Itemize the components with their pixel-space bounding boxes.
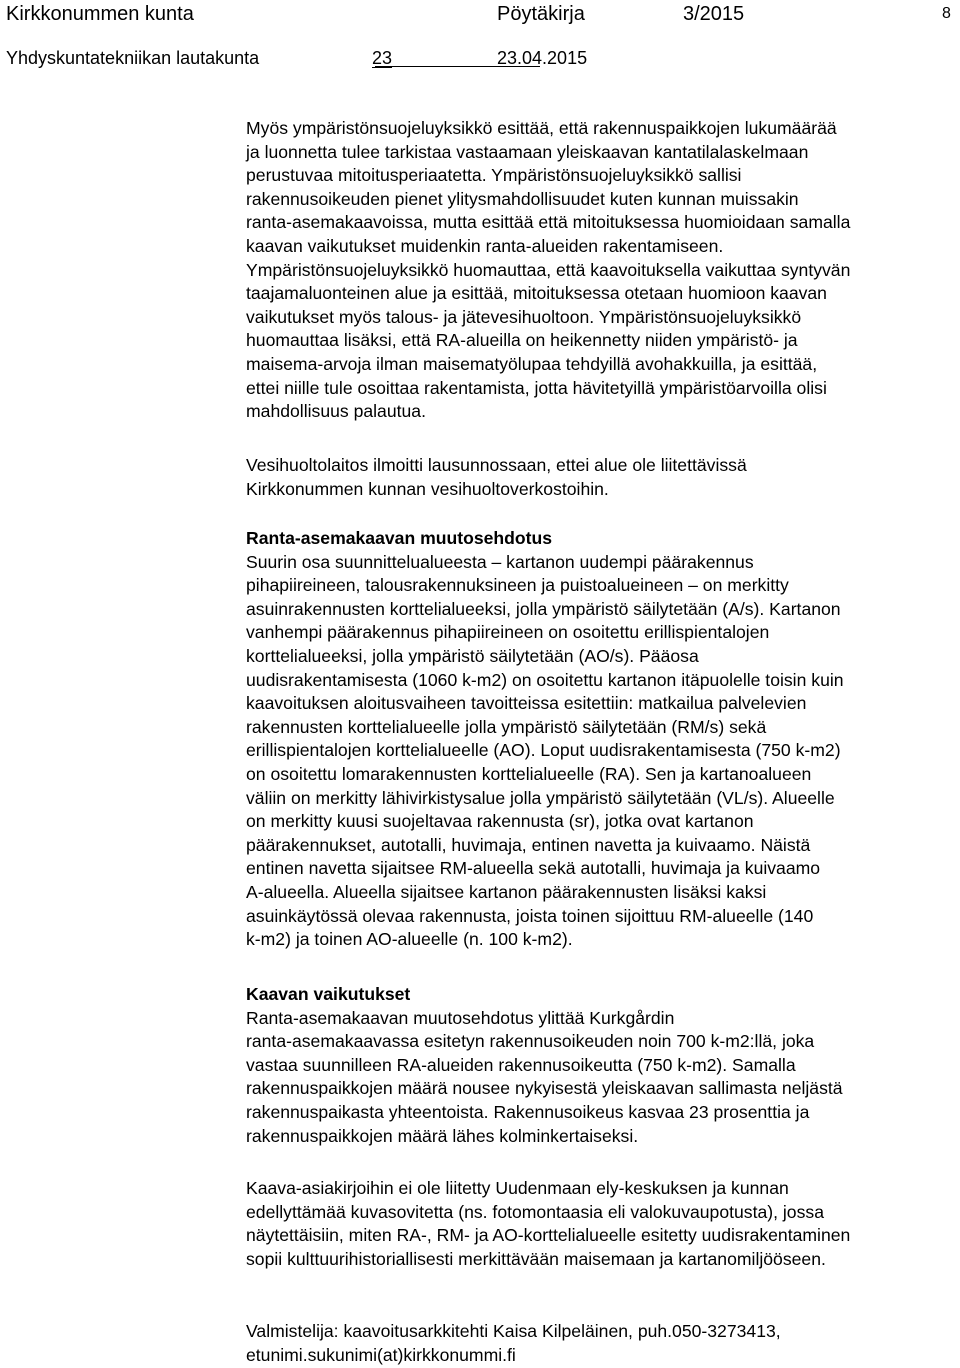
text-line: väliin on merkitty lähivirkistysalue jolla ympäristö säilytetään (VL/s). Alueelle <box>246 787 835 808</box>
section-plan-impacts <box>246 983 958 1148</box>
text-line: ranta-asemakaavoissa, mutta esittää että mitoituksessa huomioidaan samalla <box>246 212 851 233</box>
text-line: rakennusoikeuden pienet ylitysmahdollisuudet kuten kunnan muissakin <box>246 188 799 209</box>
text-line: etunimi.sukunimi(at)kirkkonummi.fi <box>246 1344 516 1365</box>
text-line: A-alueella. Alueella sijaitsee kartanon päärakennusten lisäksi kaksi <box>246 881 767 902</box>
text-line: Kaava-asiakirjoihin ei ole liitetty Uudenmaan ely-keskuksen ja kunnan <box>246 1178 789 1198</box>
text-line: sopii kulttuurihistoriallisesti merkittävään maisemaan ja kartanomiljööseen. <box>246 1248 826 1269</box>
text-line: uudisrakentamisesta (1060 k-m2) on osoitettu kartanon itäpuolelle toisin kuin <box>246 669 844 690</box>
page-number: 8 <box>942 5 951 22</box>
text-line: entinen navetta sijaitsee RM-alueella sekä autotalli, huvimaja ja kuivaamo <box>246 858 821 879</box>
text-line: k-m2) ja toinen AO-alueelle (n. 100 k-m2). <box>246 929 573 950</box>
text-line: maisema-arvoja ilman maisematyölupaa tehdyillä avohakkuilla, ja esittää, <box>246 353 818 374</box>
text-line: asuinkäytössä olevaa rakennusta, joista toinen sijoittuu RM-alueelle (140 <box>246 905 814 926</box>
text-line: Kirkkonummen kunnan vesihuoltoverkostoihin. <box>246 478 609 499</box>
paragraph-water-utility <box>246 454 958 501</box>
document-type: Pöytäkirja <box>497 3 585 25</box>
paragraph-photomontage <box>246 1177 958 1271</box>
paragraph-environment-unit <box>246 117 958 424</box>
section-heading: Kaavan vaikutukset <box>246 984 411 1004</box>
section-plan-amendment <box>246 527 958 952</box>
text-line: vanhempi päärakennus pihapiireineen on osoitettu erillispientalojen <box>246 622 770 643</box>
text-line: rakennuspaikkojen määrä nousee nykyisestä yleiskaavan sallimasta neljästä <box>246 1078 843 1099</box>
text-line: ranta-asemakaavassa esitetyn rakennusoikeuden noin 700 k-m2:llä, joka <box>246 1031 815 1052</box>
section-number: 23 <box>372 48 393 68</box>
municipality-name: Kirkkonummen kunta <box>6 3 194 25</box>
text-line: korttelialueeksi, jolla ympäristö säilytetään (AO/s). Pääosa <box>246 645 699 666</box>
text-line: rakennuspaikkojen määrä lähes kolminkertaiseksi. <box>246 1125 639 1146</box>
text-line: ettei niille tule osoittaa rakentamista, jotta hävitetyillä ympäristöarvoilla olisi <box>246 377 827 398</box>
text-line: rakennuspaikasta yhteentoista. Rakennusoikeus kasvaa 23 prosenttia ja <box>246 1101 810 1122</box>
text-line: Myös ympäristönsuojeluyksikkö esittää, että rakennuspaikkojen lukumäärää <box>246 118 837 138</box>
section-heading: Ranta-asemakaavan muutosehdotus <box>246 528 553 548</box>
text-line: edellyttämää kuvasovitetta (ns. fotomontaasia eli valokuvaupotusta), jossa <box>246 1201 824 1222</box>
preparer-info <box>246 1320 958 1367</box>
text-line: ja luonnetta tulee tarkistaa vastaamaan yleiskaavan kantatilalaskelmaan <box>246 141 809 162</box>
header-underline <box>375 66 540 67</box>
text-line: erillispientalojen korttelialueelle (AO). Loput uudisrakentamisesta (750 k-m2) <box>246 740 841 761</box>
text-line: asuinrakennusten korttelialueeksi, jolla ympäristö säilytetään (A/s). Kartanon <box>246 598 841 619</box>
text-line: pihapiireineen, talousrakennuksineen ja puistoalueineen – on merkitty <box>246 575 789 596</box>
text-line: huomauttaa lisäksi, että RA-alueilla on heikennetty niiden ympäristö- ja <box>246 330 798 351</box>
meeting-date: 23.04.2015 <box>497 48 588 68</box>
text-line: rakennusten korttelialueelle jolla ympäristö säilytetään (RM/s) sekä <box>246 716 767 737</box>
text-line: taajamaluonteinen alue ja esittää, mitoituksessa otetaan huomioon kaavan <box>246 283 827 304</box>
text-line: Valmistelija: kaavoitusarkkitehti Kaisa Kilpeläinen, puh.050-3273413, <box>246 1321 781 1341</box>
text-line: on merkitty kuusi suojeltavaa rakennusta (sr), jotka ovat kartanon <box>246 811 754 832</box>
text-line: on osoitettu lomarakennusten korttelialueelle (RA). Sen ja kartanoalueen <box>246 763 812 784</box>
text-line: perustuvaa mitoitusperiaatetta. Ympäristönsuojeluyksikkö sallisi <box>246 165 742 186</box>
text-line: kaavoituksen aloitusvaiheen tavoitteissa esitettiin: matkailua palvelevien <box>246 693 807 714</box>
text-line: vaikutukset myös talous- ja jätevesihuoltoon. Ympäristönsuojeluyksikkö <box>246 306 802 327</box>
text-line: mahdollisuus palautua. <box>246 401 426 422</box>
text-line: Vesihuoltolaitos ilmoitti lausunnossaan, ettei alue ole liitettävissä <box>246 455 747 475</box>
text-line: Ranta-asemakaavan muutosehdotus ylittää Kurkgårdin <box>246 1007 675 1028</box>
committee-name: Yhdyskuntatekniikan lautakunta <box>6 48 260 68</box>
text-line: kaavan vaikutukset muidenkin ranta-alueiden rakentamiseen. <box>246 235 724 256</box>
text-line: päärakennukset, autotalli, huvimaja, entinen navetta ja kuivaamo. Näistä <box>246 834 811 855</box>
text-line: Ympäristönsuojeluyksikkö huomauttaa, että kaavoituksella vaikuttaa syntyvän <box>246 259 851 280</box>
text-line: näytettäisiin, miten RA-, RM- ja AO-korttelialueelle esitetty uudisrakentaminen <box>246 1225 851 1246</box>
text-line: Suurin osa suunnittelualueesta – kartanon uudempi päärakennus <box>246 551 754 572</box>
document-number: 3/2015 <box>683 3 745 25</box>
text-line: vastaa suunnilleen RA-alueiden rakennusoikeutta (750 k-m2). Samalla <box>246 1054 796 1075</box>
